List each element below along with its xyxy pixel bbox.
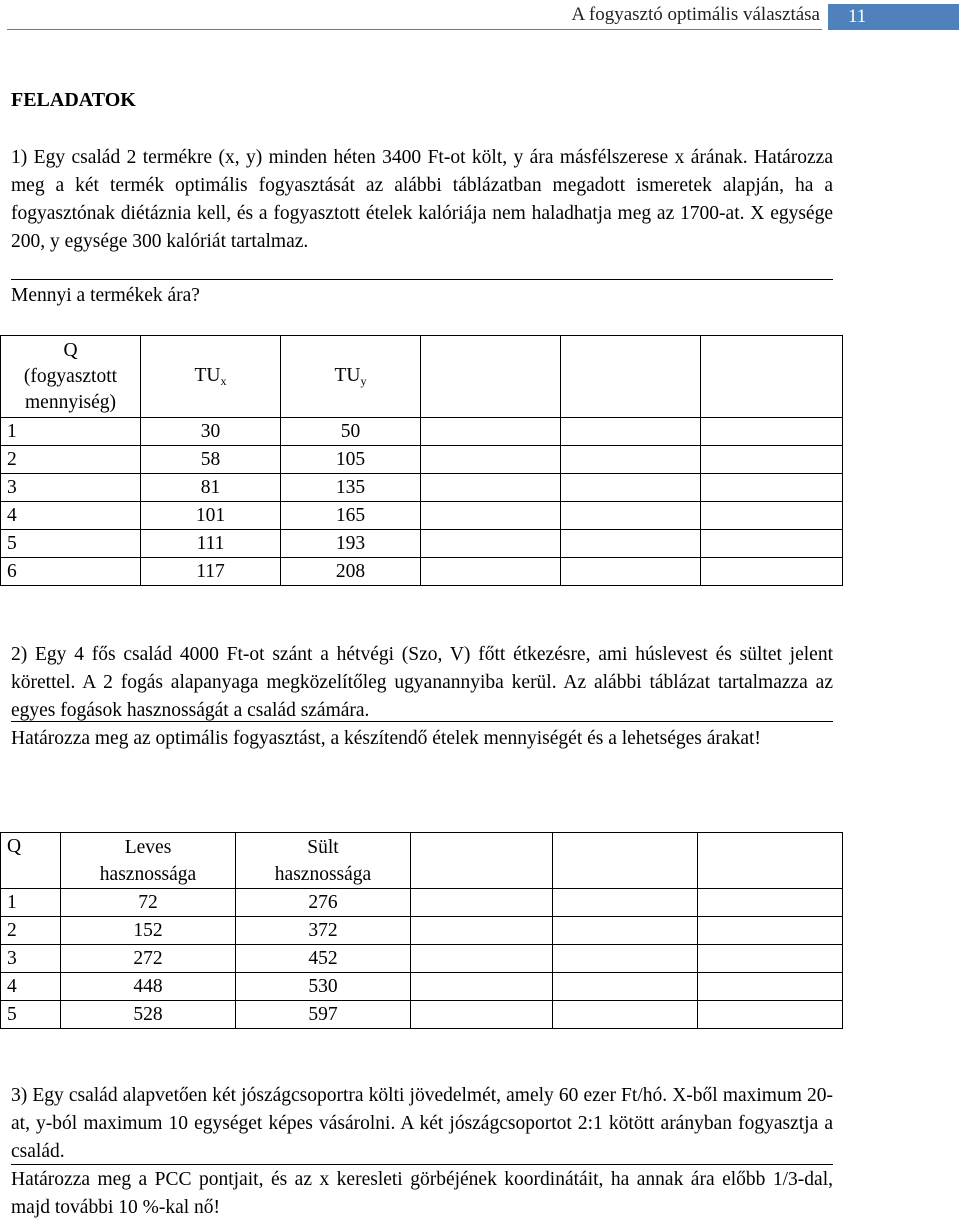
empty-cell xyxy=(561,474,701,502)
table-cell: 1 xyxy=(1,889,61,917)
empty-cell xyxy=(701,418,843,446)
empty-cell xyxy=(561,530,701,558)
table-cell: 5 xyxy=(1,1001,61,1029)
table-header-row xyxy=(1,833,843,889)
empty-cell xyxy=(411,1001,553,1029)
empty-cell xyxy=(561,418,701,446)
table-cell: 2 xyxy=(1,917,61,945)
table-cell: 528 xyxy=(61,1001,236,1029)
empty-cell xyxy=(411,889,553,917)
table-row xyxy=(1,889,843,917)
table-header-row xyxy=(1,336,843,418)
empty-cell xyxy=(561,446,701,474)
empty-cell xyxy=(553,1001,698,1029)
q-header: Q (fogyasztott mennyiség) xyxy=(1,336,141,418)
table-cell: 452 xyxy=(236,945,411,973)
task2-rule xyxy=(11,721,833,722)
empty-cell xyxy=(411,973,553,1001)
empty-cell xyxy=(411,833,553,889)
table-cell: 3 xyxy=(1,474,141,502)
empty-cell xyxy=(421,418,561,446)
task3-question: Határozza meg a PCC pontjait, és az x keresleti görbéjének koordinátáit, ha annak ára előbb 1/3-dal, majd további 10 %-kal nő! xyxy=(11,1169,833,1218)
table-cell: 111 xyxy=(141,530,281,558)
empty-cell xyxy=(561,558,701,586)
table-cell: 135 xyxy=(281,474,421,502)
table-cell: 372 xyxy=(236,917,411,945)
empty-cell xyxy=(553,973,698,1001)
empty-cell xyxy=(698,917,843,945)
table-cell: 4 xyxy=(1,502,141,530)
task2-question: Határozza meg az optimális fogyasztást, a készítendő ételek mennyiségét és a lehetséges árakat! xyxy=(11,728,761,749)
empty-cell xyxy=(421,446,561,474)
empty-cell xyxy=(411,945,553,973)
leves-header: Leves hasznossága xyxy=(61,833,236,889)
table-row xyxy=(1,502,843,530)
table-cell: 1 xyxy=(1,418,141,446)
task1-question: Mennyi a termékek ára? xyxy=(11,285,200,306)
empty-cell xyxy=(698,889,843,917)
table-cell: 58 xyxy=(141,446,281,474)
section-heading: FELADATOK xyxy=(11,89,136,111)
table-row xyxy=(1,446,843,474)
table-cell: 4 xyxy=(1,973,61,1001)
empty-cell xyxy=(698,973,843,1001)
table-cell: 276 xyxy=(236,889,411,917)
table-cell: 272 xyxy=(61,945,236,973)
empty-cell xyxy=(701,446,843,474)
table-cell: 208 xyxy=(281,558,421,586)
empty-cell xyxy=(421,558,561,586)
empty-cell xyxy=(701,336,843,418)
running-header-title: A fogyasztó optimális választása xyxy=(571,4,820,25)
tux-header: $TU_x$ xyxy=(141,336,281,418)
empty-cell xyxy=(701,474,843,502)
task1-table xyxy=(0,335,843,586)
table-cell: 6 xyxy=(1,558,141,586)
empty-cell xyxy=(553,917,698,945)
empty-cell xyxy=(561,336,701,418)
table-row xyxy=(1,945,843,973)
q-header: Q xyxy=(1,833,61,889)
empty-cell xyxy=(553,833,698,889)
task1-rule xyxy=(11,279,833,280)
task2-table xyxy=(0,832,843,1029)
table-cell: 2 xyxy=(1,446,141,474)
task3-text: 3) Egy család alapvetően két jószágcsoportra költi jövedelmét, amely 60 ezer Ft/hó. X-ből maximum 20-at, y-ból maximum 10 egységet képes vásárolni. A két jószágcsoportot 2:1 kötött arányban fogyasztja a család. xyxy=(11,1085,833,1162)
page-number-badge: 11 xyxy=(828,4,959,30)
table-row xyxy=(1,530,843,558)
table-cell: 5 xyxy=(1,530,141,558)
table-cell: 101 xyxy=(141,502,281,530)
header-rule xyxy=(7,29,822,30)
table-row xyxy=(1,917,843,945)
table-row xyxy=(1,418,843,446)
table-cell: 50 xyxy=(281,418,421,446)
table-cell: 72 xyxy=(61,889,236,917)
empty-cell xyxy=(698,833,843,889)
empty-cell xyxy=(698,945,843,973)
table-row xyxy=(1,474,843,502)
table-cell: 3 xyxy=(1,945,61,973)
sult-header: Sült hasznossága xyxy=(236,833,411,889)
table-cell: 193 xyxy=(281,530,421,558)
table-cell: 597 xyxy=(236,1001,411,1029)
table-cell: 117 xyxy=(141,558,281,586)
table-row xyxy=(1,973,843,1001)
task3-rule xyxy=(11,1164,833,1165)
empty-cell xyxy=(701,530,843,558)
empty-cell xyxy=(561,502,701,530)
empty-cell xyxy=(553,945,698,973)
table-cell: 81 xyxy=(141,474,281,502)
table-cell: 152 xyxy=(61,917,236,945)
table-cell: 530 xyxy=(236,973,411,1001)
empty-cell xyxy=(553,889,698,917)
empty-cell xyxy=(421,474,561,502)
empty-cell xyxy=(701,502,843,530)
task1-text: 1) Egy család 2 termékre (x, y) minden héten 3400 Ft-ot költ, y ára másfélszerese x árának. Határozza meg a két termék optimális fogyasztását az alábbi táblázatban megadott ismeretek alapján, ha a fogyasztónak diétáznia kell, és a fogyasztott ételek kalóriája nem haladhatja meg az 1700-at. X egysége 200, y egysége 300 kalóriát tartalmaz. xyxy=(11,147,833,252)
table-cell: 448 xyxy=(61,973,236,1001)
empty-cell xyxy=(698,1001,843,1029)
table-row xyxy=(1,558,843,586)
empty-cell xyxy=(411,917,553,945)
task2-text: 2) Egy 4 fős család 4000 Ft-ot szánt a hétvégi (Szo, V) főtt étkezésre, ami húslevest és sültet jelent körettel. A 2 fogás alapanyaga megközelítőleg ugyanannyiba kerül. Az alábbi táblázat tartalmazza az egyes fogások hasznosságát a család számára. xyxy=(11,644,833,721)
empty-cell xyxy=(421,530,561,558)
table-cell: 30 xyxy=(141,418,281,446)
empty-cell xyxy=(421,336,561,418)
tuy-header: $TU_y$ xyxy=(281,336,421,418)
empty-cell xyxy=(701,558,843,586)
empty-cell xyxy=(421,502,561,530)
table-row xyxy=(1,1001,843,1029)
table-cell: 105 xyxy=(281,446,421,474)
table-cell: 165 xyxy=(281,502,421,530)
